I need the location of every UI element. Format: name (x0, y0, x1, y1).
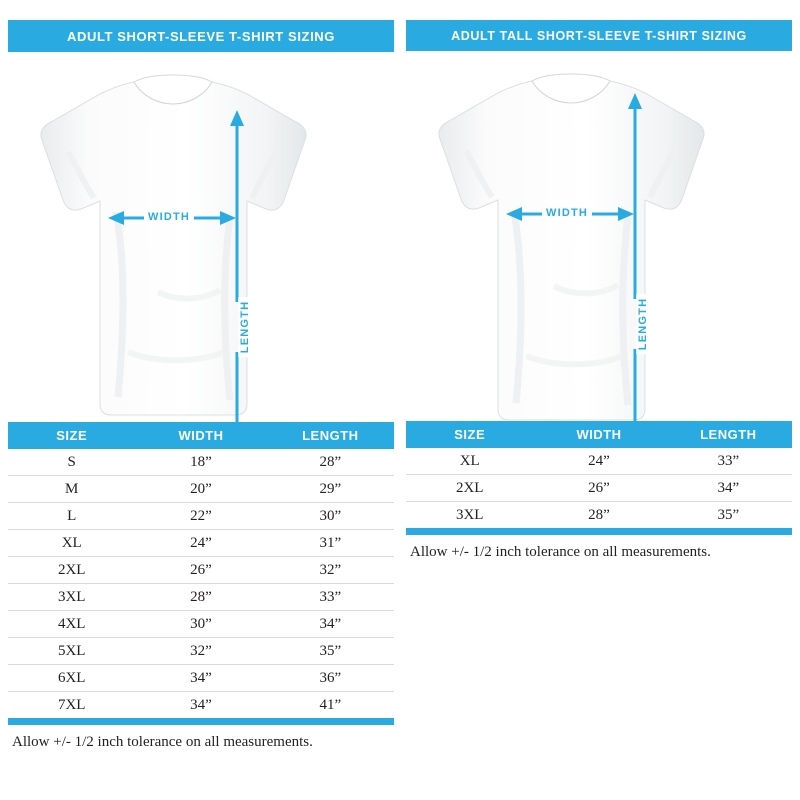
cell-width: 18” (135, 449, 266, 476)
shirt-body (41, 82, 306, 415)
table-row (8, 503, 394, 530)
table-row (8, 530, 394, 557)
table-row (8, 557, 394, 584)
cell-width: 26” (135, 557, 266, 584)
table-row (406, 475, 792, 502)
cell-width: 28” (135, 584, 266, 611)
table-header-row (8, 422, 394, 449)
cell-width: 32” (135, 638, 266, 665)
length-label: LENGTH (238, 297, 252, 357)
cell-size: S (8, 449, 135, 476)
length-label: LENGTH (636, 294, 650, 354)
header-width: WIDTH (533, 421, 664, 448)
table-row (8, 449, 394, 476)
header-size: SIZE (406, 421, 533, 448)
cell-width: 30” (135, 611, 266, 638)
cell-length: 35” (717, 507, 740, 523)
cell-width: 34” (190, 697, 212, 713)
shirt-body (439, 81, 704, 420)
cell-length: 28” (267, 449, 394, 476)
cell-size: M (8, 476, 135, 503)
right-panel-title: ADULT TALL SHORT-SLEEVE T-SHIRT SIZING (406, 20, 792, 51)
table-row (8, 584, 394, 611)
table-row (406, 502, 792, 529)
cell-width: 28” (588, 507, 610, 523)
tall-tshirt-illustration (406, 51, 792, 421)
table-row (8, 665, 394, 692)
cell-length: 36” (267, 665, 394, 692)
adult-sizing-panel (8, 0, 394, 751)
cell-length: 35” (267, 638, 394, 665)
cell-size: XL (8, 530, 135, 557)
table-row (406, 448, 792, 475)
table-row (8, 692, 394, 719)
cell-length: 31” (267, 530, 394, 557)
cell-length: 34” (267, 611, 394, 638)
right-table-footer-bar (406, 528, 792, 535)
cell-length: 32” (267, 557, 394, 584)
left-table-footer-bar (8, 718, 394, 725)
cell-width: 20” (135, 476, 266, 503)
cell-size: 2XL (8, 557, 135, 584)
cell-length: 33” (665, 448, 792, 475)
tall-shirt-diagram (406, 51, 792, 421)
cell-size: XL (406, 448, 533, 475)
cell-length: 34” (665, 475, 792, 502)
header-size: SIZE (8, 422, 135, 449)
cell-length: 30” (267, 503, 394, 530)
cell-width: 24” (533, 448, 664, 475)
header-width: WIDTH (135, 422, 266, 449)
cell-size: 3XL (8, 584, 135, 611)
table-header-row (406, 421, 792, 448)
cell-length: 29” (267, 476, 394, 503)
table-row (8, 476, 394, 503)
cell-size: 2XL (406, 475, 533, 502)
adult-tall-size-table (406, 421, 792, 528)
adult-shirt-diagram (8, 52, 394, 422)
cell-size: L (8, 503, 135, 530)
header-length: LENGTH (665, 421, 792, 448)
cell-size: 3XL (455, 507, 484, 523)
cell-width: 26” (533, 475, 664, 502)
cell-width: 34” (135, 665, 266, 692)
cell-size: 7XL (57, 697, 86, 713)
cell-length: 41” (319, 697, 342, 713)
adult-size-table (8, 422, 394, 718)
left-panel-title: ADULT SHORT-SLEEVE T-SHIRT SIZING (8, 20, 394, 52)
width-label: WIDTH (144, 210, 194, 224)
cell-size: 5XL (8, 638, 135, 665)
cell-size: 6XL (8, 665, 135, 692)
left-tolerance-note: Allow +/- 1/2 inch tolerance on all measurements. (12, 734, 313, 750)
header-length: LENGTH (267, 422, 394, 449)
cell-width: 24” (135, 530, 266, 557)
tshirt-illustration (8, 52, 394, 422)
cell-length: 33” (267, 584, 394, 611)
right-tolerance-note: Allow +/- 1/2 inch tolerance on all measurements. (410, 544, 711, 560)
table-row (8, 611, 394, 638)
cell-size: 4XL (8, 611, 135, 638)
width-label: WIDTH (542, 206, 592, 220)
adult-tall-sizing-panel (406, 0, 792, 561)
table-row (8, 638, 394, 665)
cell-width: 22” (135, 503, 266, 530)
